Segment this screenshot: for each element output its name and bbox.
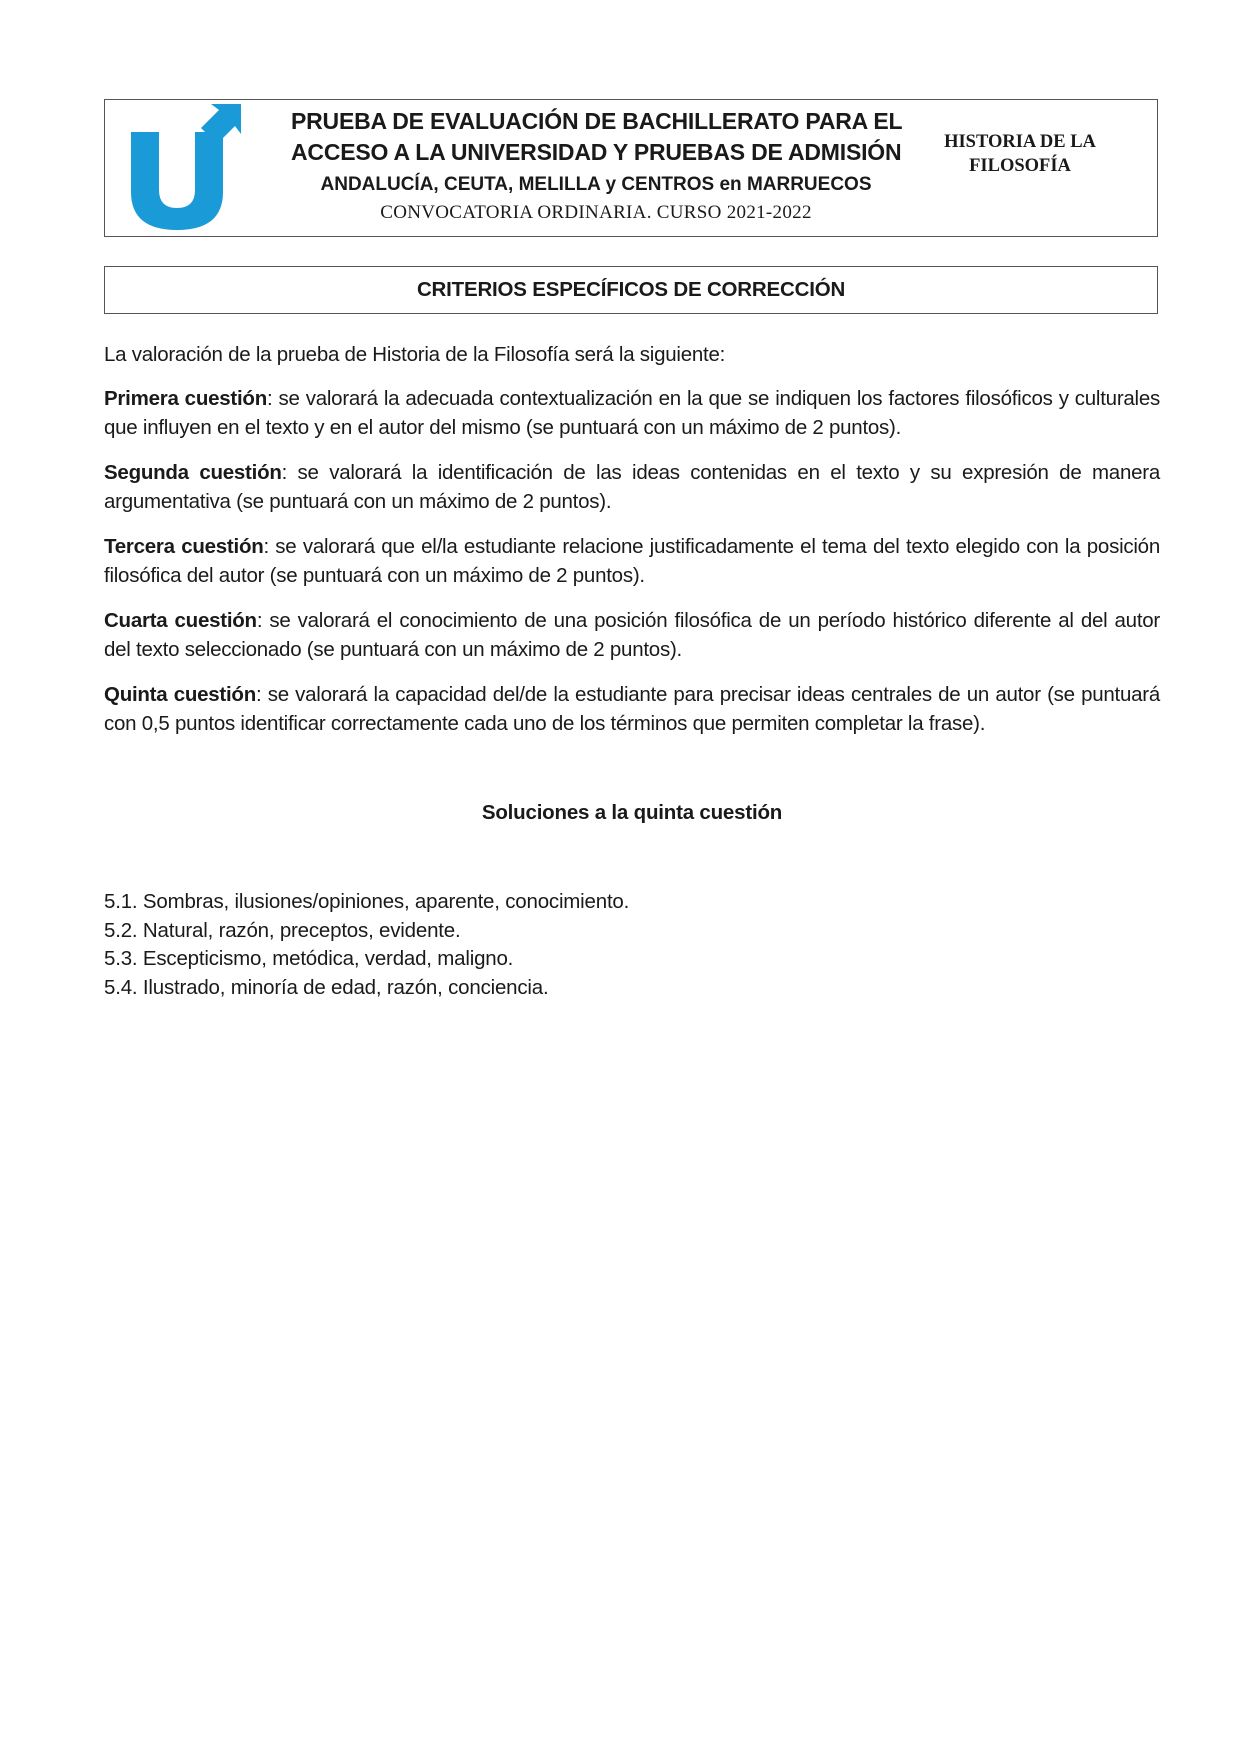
question-4-paragraph <box>104 606 1160 664</box>
question-3-paragraph <box>104 532 1160 590</box>
university-u-arrow-logo-icon <box>123 102 243 234</box>
question-2-label: Segunda cuestión <box>104 461 282 484</box>
question-1-text: : se valorará la adecuada contextualización en la que se indiquen los factores filosóficos y culturales que influyen en el texto y en el autor del mismo (se puntuará con un máximo de 2 puntos). <box>104 387 1161 439</box>
solution-item: 5.3. Escepticismo, metódica, verdad, maligno. <box>104 947 514 970</box>
header-box <box>104 99 1158 237</box>
solution-item: 5.2. Natural, razón, preceptos, evidente. <box>104 918 461 942</box>
question-2-text: : se valorará la identificación de las ideas contenidas en el texto y su expresión de manera argumentativa (se puntuará con un máximo de 2 puntos). <box>104 461 1160 513</box>
header-title-line2: ACCESO A LA UNIVERSIDAD Y PRUEBAS DE ADMISIÓN <box>291 139 902 165</box>
question-1-label: Primera cuestión <box>104 387 267 410</box>
header-subject: HISTORIA DE LA FILOSOFÍA <box>944 132 1096 176</box>
question-1-paragraph <box>104 384 1160 442</box>
intro-paragraph: La valoración de la prueba de Historia de la Filosofía será la siguiente: <box>104 343 726 366</box>
question-5-label: Quinta cuestión <box>104 683 256 706</box>
solutions-title: Soluciones a la quinta cuestión <box>481 801 783 824</box>
solution-item: 5.4. Ilustrado, minoría de edad, razón, conciencia. <box>104 975 549 999</box>
criteria-title: CRITERIOS ESPECÍFICOS DE CORRECCIÓN <box>416 278 846 301</box>
solutions-list <box>104 888 629 1002</box>
question-5-text: : se valorará la capacidad del/de la estudiante para precisar ideas centrales de un autor (se puntuará con 0,5 puntos identificar correctamente cada uno de los términos que permiten completar la frase). <box>104 683 1160 735</box>
header-session: CONVOCATORIA ORDINARIA. CURSO 2021-2022 <box>380 202 812 223</box>
question-3-label: Tercera cuestión <box>104 535 264 558</box>
question-5-paragraph <box>104 680 1160 738</box>
header-title-block <box>291 106 901 226</box>
question-3-text: : se valorará que el/la estudiante relacione justificadamente el tema del texto elegido con la posición filosófica del autor (se puntuará con un máximo de 2 puntos). <box>104 535 1160 587</box>
solution-item: 5.1. Sombras, ilusiones/opiniones, aparente, conocimiento. <box>104 890 630 913</box>
header-region: ANDALUCÍA, CEUTA, MELILLA y CENTROS en MARRUECOS <box>320 174 872 195</box>
header-title-line1: PRUEBA DE EVALUACIÓN DE BACHILLERATO PARA EL <box>291 108 903 134</box>
question-2-paragraph <box>104 458 1160 516</box>
question-4-label: Cuarta cuestión <box>104 609 257 632</box>
criteria-box <box>104 266 1158 314</box>
question-4-text: : se valorará el conocimiento de una posición filosófica de un período histórico diferente al del autor del texto seleccionado (se puntuará con un máximo de 2 puntos). <box>104 609 1161 661</box>
